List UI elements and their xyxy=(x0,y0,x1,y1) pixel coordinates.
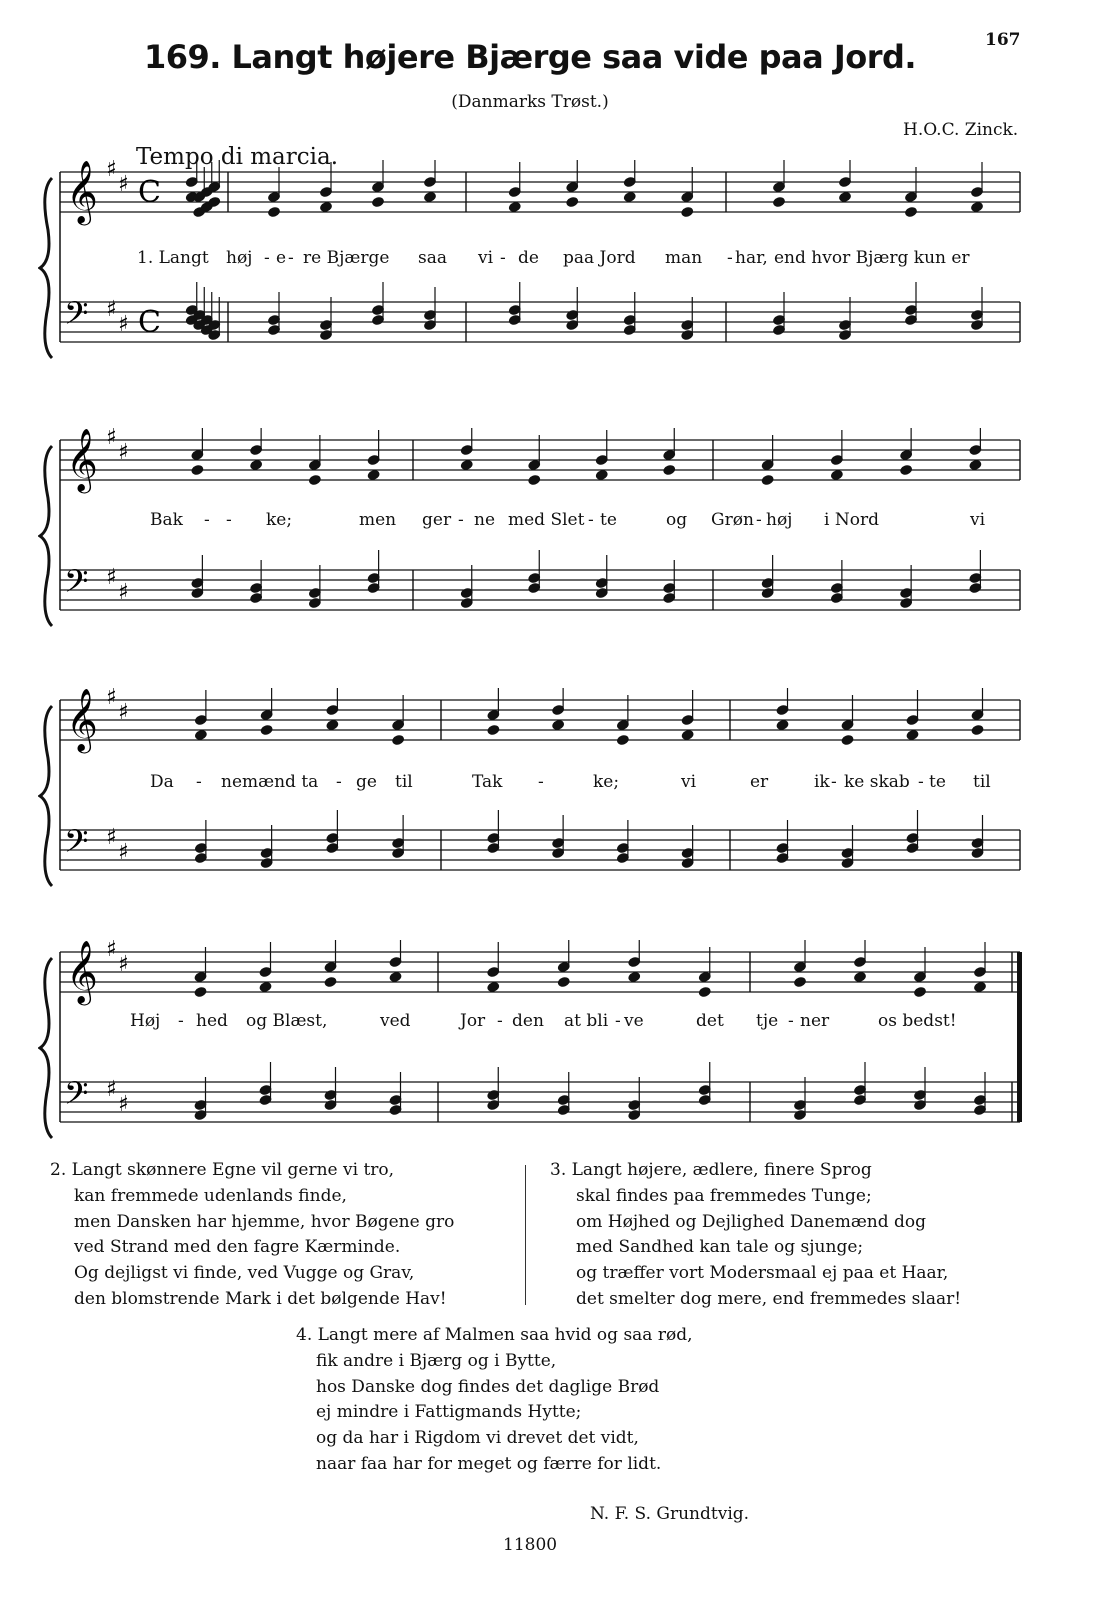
lyric-syllable: ved xyxy=(380,1011,411,1031)
notehead xyxy=(775,719,789,732)
common-time-icon: C xyxy=(138,305,161,340)
verse-line: det smelter dog mere, end fremmedes slaar! xyxy=(576,1288,962,1309)
verse-line: men Dansken har hjemme, hvor Bøgene gro xyxy=(74,1211,455,1232)
lyric-syllable: ve xyxy=(624,1011,644,1031)
lyrics-system-4 xyxy=(38,1011,1038,1039)
lyric-syllable: i Nord xyxy=(824,510,879,530)
verse-number: 4. xyxy=(296,1325,313,1345)
lyric-syllable: te xyxy=(600,510,617,530)
lyric-syllable: man xyxy=(665,248,703,268)
lyricist: N. F. S. Grundtvig. xyxy=(590,1504,750,1524)
verse-line: og da har i Rigdom vi drevet det vidt, xyxy=(316,1428,639,1449)
composer: H.O.C. Zinck. xyxy=(903,120,1019,140)
notehead xyxy=(366,469,380,482)
notehead xyxy=(486,724,500,737)
notehead xyxy=(325,719,339,732)
notehead xyxy=(838,191,852,204)
lyric-syllable: ik xyxy=(814,772,830,792)
treble-clef-icon: 𝄞 xyxy=(66,428,98,491)
notehead xyxy=(680,729,694,742)
notehead xyxy=(662,464,676,477)
lyric-syllable: tje xyxy=(756,1011,779,1031)
sharp-icon: ♯ xyxy=(106,940,117,962)
lyric-syllable: ke; xyxy=(266,510,293,530)
sharp-icon: ♯ xyxy=(106,160,117,182)
lyric-syllable: Høj xyxy=(130,1011,161,1031)
common-time-icon: C xyxy=(138,175,161,210)
notehead xyxy=(259,724,273,737)
verse-line: Og dejligst vi finde, ved Vugge og Grav, xyxy=(74,1263,415,1284)
plate-number: 11800 xyxy=(503,1535,558,1555)
lyric-syllable: - xyxy=(204,510,210,530)
sharp-icon: ♯ xyxy=(106,1077,117,1102)
lyric-syllable: - xyxy=(458,510,464,530)
notehead xyxy=(486,981,500,994)
lyric-syllable: Tak xyxy=(472,772,503,792)
treble-clef-icon: 𝄞 xyxy=(66,940,98,1003)
verse-line: Langt højere, ædlere, finere Sprog xyxy=(571,1160,872,1180)
lyric-syllable: ge xyxy=(356,772,377,792)
music-system-2 xyxy=(38,428,1038,628)
lyric-syllable: er xyxy=(750,772,769,792)
sharp-icon: ♯ xyxy=(118,952,129,977)
song-subtitle: (Danmarks Trøst.) xyxy=(451,92,609,112)
score-staves-4 xyxy=(38,940,1038,1140)
lyric-syllable: - xyxy=(288,248,294,268)
lyric-syllable: Bak xyxy=(150,510,183,530)
notehead xyxy=(899,464,913,477)
lyric-syllable: 1. Langt xyxy=(137,248,209,268)
lyric-syllable: e xyxy=(276,248,287,268)
lyric-syllable: - xyxy=(538,772,544,792)
lyrics-system-1 xyxy=(38,248,1038,276)
music-system-3 xyxy=(38,688,1038,888)
notehead xyxy=(840,734,854,747)
lyric-syllable: til xyxy=(973,772,991,792)
sharp-icon: ♯ xyxy=(118,172,129,197)
sharp-icon: ♯ xyxy=(118,840,129,865)
lyric-syllable: vi xyxy=(970,510,986,530)
lyric-syllable: vi xyxy=(478,248,494,268)
lyric-syllable: - xyxy=(788,1011,794,1031)
notehead xyxy=(423,191,437,204)
bass-clef-icon: 𝄢 xyxy=(64,295,89,339)
lyric-syllable: te xyxy=(929,772,946,792)
lyric-syllable: - xyxy=(727,248,733,268)
lyric-syllable: hed xyxy=(196,1011,228,1031)
lyric-syllable: høj xyxy=(226,248,253,268)
treble-clef-icon: 𝄞 xyxy=(66,688,98,751)
verse-line: skal findes paa fremmedes Tunge; xyxy=(576,1185,872,1206)
notehead xyxy=(527,474,541,487)
lyric-syllable: re Bjærge xyxy=(303,248,390,268)
lyric-syllable: med Slet xyxy=(508,510,585,530)
notehead xyxy=(970,724,984,737)
notehead xyxy=(904,206,918,219)
verse-line: og træffer vort Modersmaal ej paa et Haar, xyxy=(576,1263,949,1284)
notehead xyxy=(772,196,786,209)
lyric-syllable: ger xyxy=(422,510,452,530)
lyric-syllable: til xyxy=(395,772,413,792)
notehead xyxy=(388,971,402,984)
notehead xyxy=(968,459,982,472)
notehead xyxy=(391,734,405,747)
lyric-syllable: og xyxy=(666,510,688,530)
sharp-icon: ♯ xyxy=(118,700,129,725)
lyric-syllable: os bedst! xyxy=(878,1011,957,1031)
lyric-syllable: det xyxy=(696,1011,724,1031)
lyric-syllable: - xyxy=(196,772,202,792)
notehead xyxy=(853,971,867,984)
song-title: 169. Langt højere Bjærge saa vide paa Jord. xyxy=(143,38,917,76)
notehead xyxy=(970,201,984,214)
sharp-icon: ♯ xyxy=(118,580,129,605)
sharp-icon: ♯ xyxy=(118,440,129,465)
lyric-syllable: og Blæst, xyxy=(246,1011,328,1031)
verse-line: Langt skønnere Egne vil gerne vi tro, xyxy=(71,1160,395,1180)
notehead xyxy=(905,729,919,742)
music-system-4 xyxy=(38,940,1038,1140)
sharp-icon: ♯ xyxy=(106,565,117,590)
lyric-syllable: ner xyxy=(800,1011,830,1031)
lyric-syllable: ne xyxy=(474,510,496,530)
notehead xyxy=(194,729,208,742)
sharp-icon: ♯ xyxy=(106,688,117,710)
lyric-syllable: - xyxy=(831,772,837,792)
lyrics-system-2 xyxy=(38,510,1038,538)
lyric-syllable: end hvor Bjærg kun er xyxy=(774,248,970,268)
notehead xyxy=(308,474,322,487)
notehead xyxy=(371,196,385,209)
sharp-icon: ♯ xyxy=(106,825,117,850)
lyric-syllable: men xyxy=(359,510,397,530)
verse-line: med Sandhed kan tale og sjunge; xyxy=(576,1237,864,1258)
notehead xyxy=(557,976,571,989)
notehead xyxy=(323,976,337,989)
notehead xyxy=(623,191,637,204)
lyrics-system-3 xyxy=(38,772,1038,800)
lyric-syllable: - xyxy=(500,248,506,268)
lyric-syllable: - xyxy=(336,772,342,792)
verse-line: den blomstrende Mark i det bølgende Hav! xyxy=(74,1288,447,1309)
lyric-syllable: at bli xyxy=(564,1011,609,1031)
verse-line: ej mindre i Fattigmands Hytte; xyxy=(316,1402,582,1423)
notehead xyxy=(698,986,712,999)
lyric-syllable: - xyxy=(264,248,270,268)
notehead xyxy=(760,474,774,487)
lyric-syllable: vi xyxy=(681,772,697,792)
lyric-syllable: - xyxy=(497,1011,503,1031)
verse-2 xyxy=(50,1158,454,1313)
brace xyxy=(40,958,52,1138)
bass-clef-icon: 𝄢 xyxy=(64,563,89,607)
notehead xyxy=(627,971,641,984)
sharp-icon: ♯ xyxy=(106,428,117,450)
notehead xyxy=(595,469,609,482)
verse-line: om Højhed og Dejlighed Danemænd dog xyxy=(576,1211,927,1232)
lyric-syllable: ke skab xyxy=(844,772,910,792)
lyric-syllable: ke; xyxy=(593,772,620,792)
sharp-icon: ♯ xyxy=(106,297,117,322)
tempo-marking: Tempo di marcia. xyxy=(136,144,339,170)
notehead xyxy=(616,734,630,747)
verse-column-divider xyxy=(525,1165,526,1305)
notehead xyxy=(565,196,579,209)
notehead xyxy=(319,201,333,214)
notehead xyxy=(830,469,844,482)
bass-clef-icon: 𝄢 xyxy=(64,823,89,867)
lyric-syllable: - xyxy=(178,1011,184,1031)
verse-line: hos Danske dog findes det daglige Brød xyxy=(316,1376,660,1397)
lyric-syllable: nemænd ta xyxy=(221,772,319,792)
lyric-syllable: - xyxy=(588,510,594,530)
notehead xyxy=(249,459,263,472)
treble-clef-icon: 𝄞 xyxy=(66,160,98,223)
lyric-syllable: - xyxy=(226,510,232,530)
notehead xyxy=(190,464,204,477)
verse-line: kan fremmede udenlands finde, xyxy=(74,1185,347,1206)
page-number: 167 xyxy=(985,30,1021,50)
lyric-syllable: paa Jord xyxy=(563,248,636,268)
music-system-1 xyxy=(38,160,1038,360)
notehead xyxy=(258,981,272,994)
lyric-syllable: høj xyxy=(766,510,793,530)
verse-3 xyxy=(550,1158,961,1313)
notehead xyxy=(913,986,927,999)
bass-clef-icon: 𝄢 xyxy=(64,1075,89,1119)
verse-number: 2. xyxy=(50,1160,67,1180)
verse-line: naar faa har for meget og færre for lidt. xyxy=(316,1453,662,1474)
verse-line: Langt mere af Malmen saa hvid og saa rød, xyxy=(317,1325,693,1345)
verse-4 xyxy=(296,1323,693,1478)
notehead xyxy=(193,986,207,999)
lyric-syllable: Da xyxy=(150,772,174,792)
lyric-syllable: har, xyxy=(735,248,768,268)
notehead xyxy=(267,206,281,219)
lyric-syllable: Grøn xyxy=(711,510,754,530)
notehead xyxy=(680,206,694,219)
notehead xyxy=(973,981,987,994)
lyric-syllable: - xyxy=(918,772,924,792)
lyric-syllable: saa xyxy=(418,248,447,268)
notehead xyxy=(508,201,522,214)
sharp-icon: ♯ xyxy=(118,1092,129,1117)
lyric-syllable: den xyxy=(512,1011,544,1031)
notehead xyxy=(460,459,474,472)
verse-number: 3. xyxy=(550,1160,567,1180)
verse-line: fik andre i Bjærg og i Bytte, xyxy=(316,1350,557,1371)
notehead xyxy=(551,719,565,732)
lyric-syllable: de xyxy=(518,248,539,268)
sharp-icon: ♯ xyxy=(118,312,129,337)
verse-line: ved Strand med den fagre Kærminde. xyxy=(74,1237,401,1258)
notehead xyxy=(793,976,807,989)
lyric-syllable: Jor xyxy=(460,1011,486,1031)
lyric-syllable: - xyxy=(756,510,762,530)
lyric-syllable: - xyxy=(615,1011,621,1031)
